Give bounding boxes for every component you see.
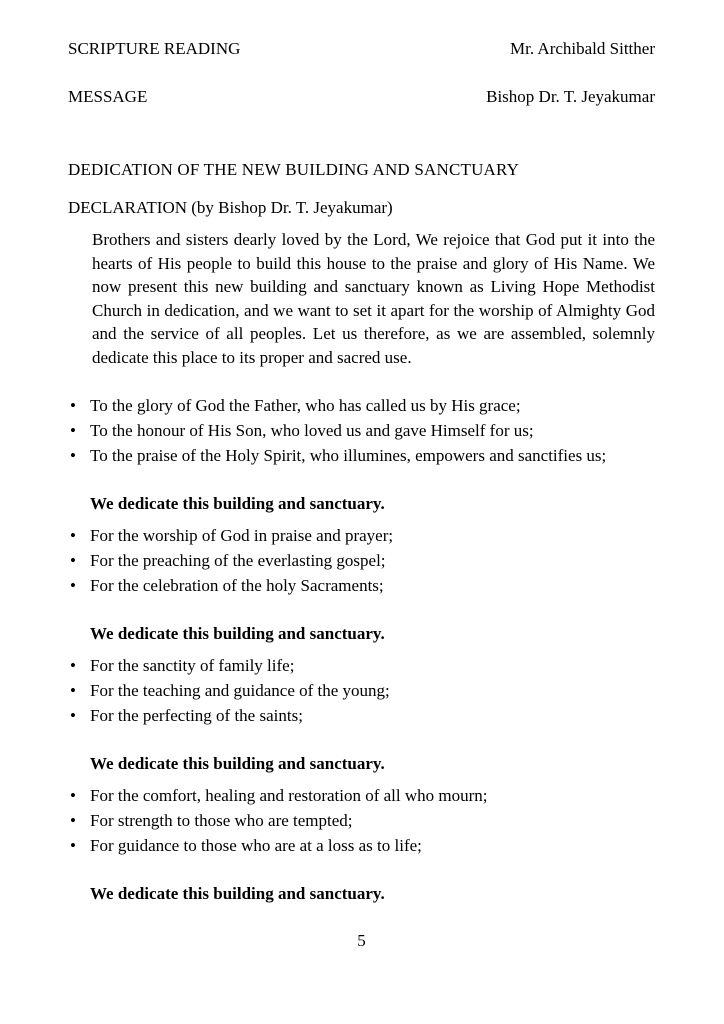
dedication-bullet-list-2 [68,523,655,598]
bullet-item: • For the preaching of the everlasting gospel; [68,548,655,573]
declaration-heading: DECLARATION (by Bishop Dr. T. Jeyakumar) [68,198,393,217]
congregation-response: We dedicate this building and sanctuary. [90,884,385,903]
bullet-item: • For strength to those who are tempted; [68,808,655,833]
dedication-title: DEDICATION OF THE NEW BUILDING AND SANCTUARY [68,160,520,179]
bullet-item: • For guidance to those who are at a loss as to life; [68,833,655,858]
dedication-bullet-list-4 [68,783,655,858]
bullet-item: • To the glory of God the Father, who has called us by His grace; [68,393,655,418]
congregation-response: We dedicate this building and sanctuary. [90,494,385,513]
bullet-item: • For the perfecting of the saints; [68,703,655,728]
bullet-item: • For the celebration of the holy Sacraments; [68,573,655,598]
page-number: 5 [357,931,366,950]
bullet-item: • For the comfort, healing and restoration of all who mourn; [68,783,655,808]
program-item-label: MESSAGE [68,87,148,106]
program-item-scripture-reading [68,38,655,60]
dedication-bullet-list-1 [68,393,655,468]
program-item-person: Bishop Dr. T. Jeyakumar [486,87,655,106]
program-item-message [68,86,655,108]
program-item-label: SCRIPTURE READING [68,39,241,58]
bullet-item: • To the honour of His Son, who loved us and gave Himself for us; [68,418,655,443]
program-item-person: Mr. Archibald Sitther [510,39,655,58]
bullet-item: • For the sanctity of family life; [68,653,655,678]
bullet-item: • For the teaching and guidance of the young; [68,678,655,703]
congregation-response: We dedicate this building and sanctuary. [90,624,385,643]
dedication-bullet-list-3 [68,653,655,728]
bullet-item: • To the praise of the Holy Spirit, who illumines, empowers and sanctifies us; [68,443,655,468]
bullet-item: • For the worship of God in praise and prayer; [68,523,655,548]
declaration-paragraph: Brothers and sisters dearly loved by the Lord, We rejoice that God put it into the hearts of His people to build this house to the praise and glory of His Name. We now present this new building and sanctuary known as Living Hope Methodist Church in dedication, and we want to set it apart for the worship of Almighty God and the service of all peoples. Let us therefore, as we are assembled, solemnly dedicate this place to its proper and sacred use. [92,230,655,367]
program-list [68,38,655,108]
congregation-response: We dedicate this building and sanctuary. [90,754,385,773]
